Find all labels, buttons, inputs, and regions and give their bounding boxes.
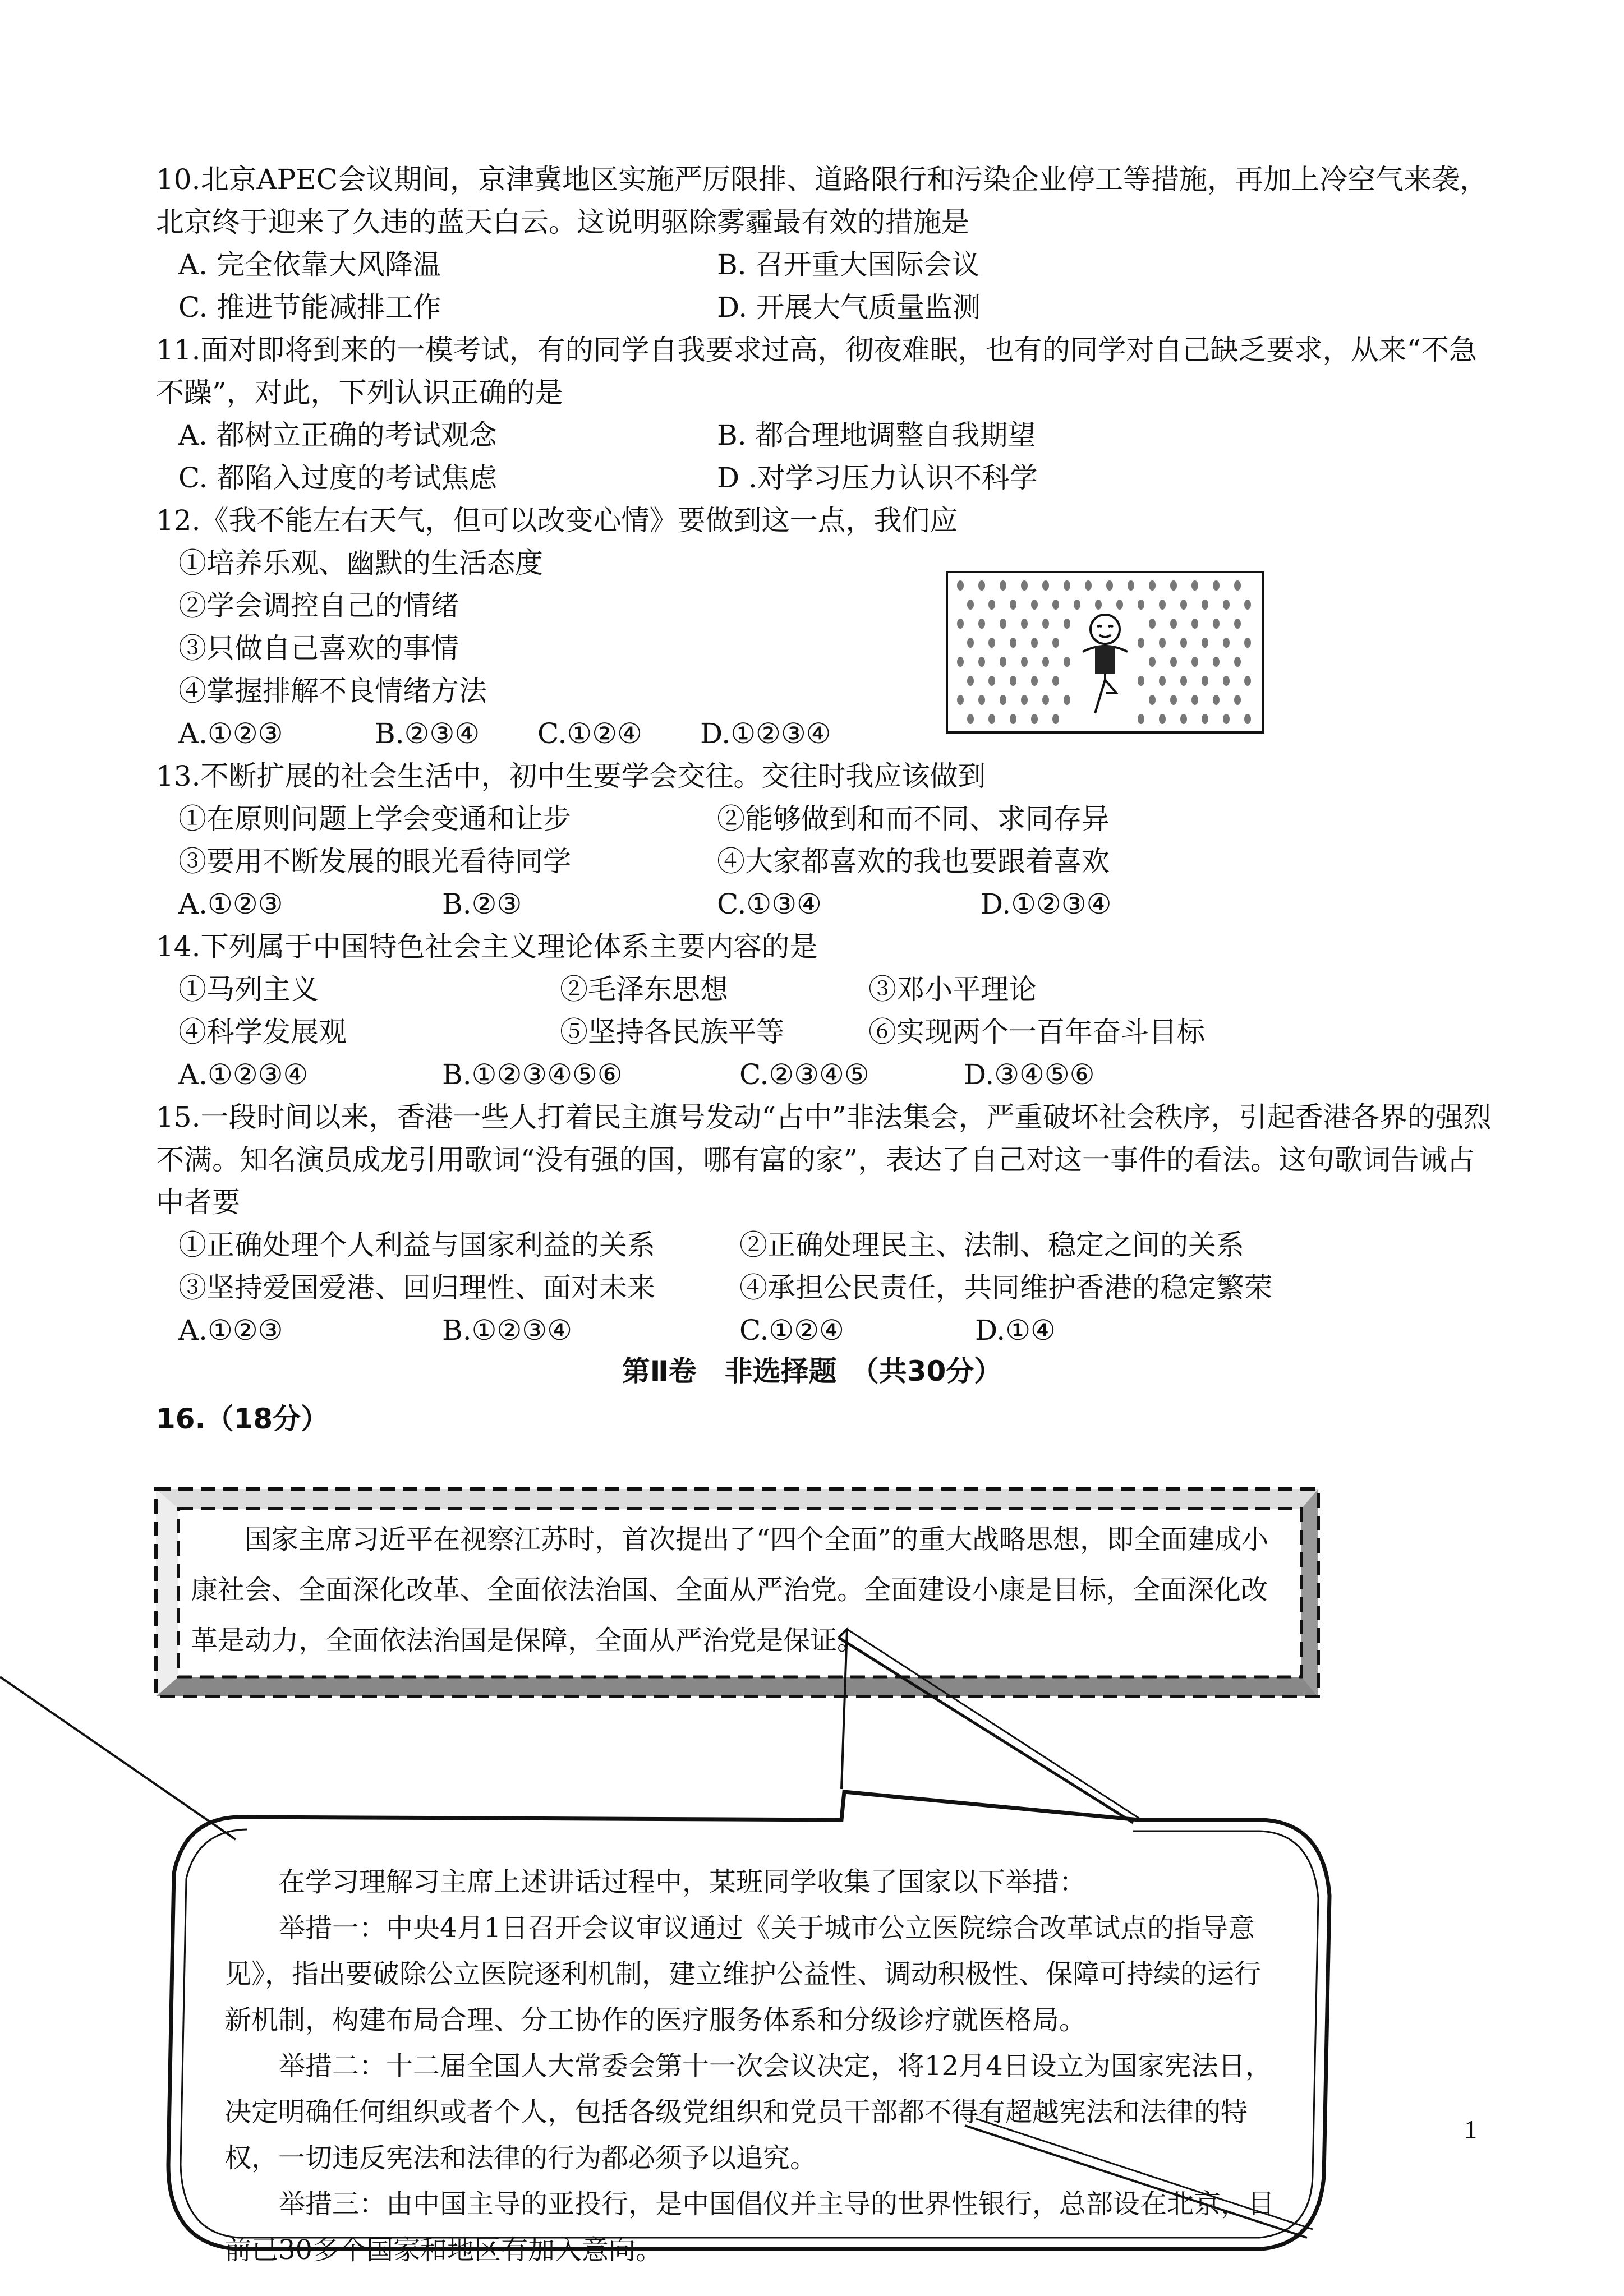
option-b: B.①②③④ bbox=[442, 1314, 572, 1347]
question-stem: 10.北京APEC会议期间，京津冀地区实施严厉限排、道路限行和污染企业停工等措施，再加上冷空气来袭，北京终于迎来了久违的蓝天白云。这说明驱除雾霾最有效的措施是 bbox=[156, 163, 1488, 238]
statement-1: ①马列主义 bbox=[178, 973, 319, 1006]
statement-3: ③坚持爱国爱港、回归理性、面对未来 bbox=[178, 1271, 655, 1304]
measure-2: 举措二：十二届全国人大常委会第十一次会议决定，将12月4日设立为国家宪法日，决定明确任何组织或者个人，包括各级党组织和党员干部都不得有超越宪法和法律的特权，一切违反宪法和法律的行为都必须予以追究。 bbox=[224, 2050, 1272, 2174]
statement-6: ⑥实现两个一百年奋斗目标 bbox=[868, 1016, 1205, 1048]
option-d: D.③④⑤⑥ bbox=[964, 1058, 1095, 1091]
statement-3: ③要用不断发展的眼光看待同学 bbox=[178, 845, 571, 878]
option-c: C.①③④ bbox=[717, 888, 822, 920]
option-a: A.①②③ bbox=[178, 1314, 283, 1347]
question-stem: 13.不断扩展的社会生活中，初中生要学会交往。交往时我应该做到 bbox=[156, 760, 986, 792]
option-d: D.①②③④ bbox=[700, 717, 831, 750]
option-b: B.②③④ bbox=[375, 717, 480, 750]
statement-4: ④科学发展观 bbox=[178, 1016, 347, 1048]
statement-2: ②能够做到和而不同、求同存异 bbox=[717, 803, 1110, 835]
option-d: D .对学习压力认识不科学 bbox=[717, 462, 1038, 494]
statement-2: ②毛泽东思想 bbox=[560, 973, 728, 1006]
option-a: A. 完全依靠大风降温 bbox=[178, 248, 441, 281]
statement-2: ②学会调控自己的情绪 bbox=[178, 589, 459, 622]
material-text-1: 国家主席习近平在视察江苏时，首次提出了“四个全面”的重大战略思想，即全面建成小康社会、全面深化改革、全面依法治国、全面从严治党。全面建设小康是目标，全面深化改革是动力，全面依法治国是保障，全面从严治党是保证。 bbox=[191, 1524, 1269, 1656]
option-b: B. 都合理地调整自我期望 bbox=[717, 419, 1036, 451]
statement-4: ④掌握排解不良情绪方法 bbox=[178, 675, 487, 707]
option-a: A.①②③④ bbox=[178, 1058, 309, 1091]
statement-1: ①培养乐观、幽默的生活态度 bbox=[178, 547, 543, 579]
material-text-2 bbox=[224, 1859, 1279, 2273]
measure-3: 举措三：由中国主导的亚投行，是中国倡仪并主导的世界性银行，总部设在北京，目前已30多个国家和地区有加入意向。 bbox=[224, 2188, 1275, 2266]
statement-2: ②正确处理民主、法制、稳定之间的关系 bbox=[739, 1229, 1244, 1261]
question-stem: 12.《我不能左右天气，但可以改变心情》要做到这一点，我们应 bbox=[156, 504, 958, 537]
option-b: B. 召开重大国际会议 bbox=[717, 248, 980, 281]
option-d: D.①④ bbox=[975, 1314, 1056, 1347]
material-intro: 在学习理解习主席上述讲话过程中，某班同学收集了国家以下举措： bbox=[278, 1866, 1087, 1898]
statement-4: ④大家都喜欢的我也要跟着喜欢 bbox=[717, 845, 1110, 878]
option-c: C. 推进节能减排工作 bbox=[178, 291, 441, 324]
option-c: C. 都陷入过度的考试焦虑 bbox=[178, 462, 498, 494]
statement-4: ④承担公民责任，共同维护香港的稳定繁荣 bbox=[739, 1271, 1272, 1304]
question-stem: 15.一段时间以来，香港一些人打着民主旗号发动“占中”非法集会，严重破坏社会秩序，引起香港各界的强烈不满。知名演员成龙引用歌词“没有强的国，哪有富的家”，表达了自己对这一事件的看法。这句歌词告诫占中者要 bbox=[156, 1101, 1492, 1219]
page-number: 1 bbox=[1464, 2115, 1477, 2143]
option-c: C.②③④⑤ bbox=[739, 1058, 869, 1091]
option-a: A.①②③ bbox=[178, 717, 283, 750]
option-c: C.①②④ bbox=[537, 717, 642, 750]
question-stem: 14.下列属于中国特色社会主义理论体系主要内容的是 bbox=[156, 930, 818, 963]
statement-3: ③邓小平理论 bbox=[868, 973, 1037, 1006]
statement-5: ⑤坚持各民族平等 bbox=[560, 1016, 784, 1048]
statement-1: ①在原则问题上学会变通和让步 bbox=[178, 803, 571, 835]
option-a: A.①②③ bbox=[178, 888, 283, 920]
section-title: 第Ⅱ卷 非选择题 （共30分） bbox=[622, 1355, 1002, 1387]
statement-1: ①正确处理个人利益与国家利益的关系 bbox=[178, 1229, 655, 1261]
statement-3: ③只做自己喜欢的事情 bbox=[178, 632, 459, 665]
measure-1: 举措一：中央4月1日召开会议审议通过《关于城市公立医院综合改革试点的指导意见》，指出要破除公立医院逐利机制，建立维护公益性、调动积极性、保障可持续的运行新机制，构建布局合理、分工协作的医疗服务体系和分级诊疗就医格局。 bbox=[224, 1912, 1262, 2036]
option-a: A. 都树立正确的考试观念 bbox=[178, 419, 497, 451]
option-d: D.①②③④ bbox=[981, 888, 1112, 920]
question-stem: 11.面对即将到来的一模考试，有的同学自我要求过高，彻夜难眠，也有的同学对自己缺乏要求，从来“不急不躁”，对此，下列认识正确的是 bbox=[156, 334, 1478, 409]
option-d: D. 开展大气质量监测 bbox=[717, 291, 981, 324]
option-b: B.①②③④⑤⑥ bbox=[442, 1058, 623, 1091]
question-16-label: 16.（18分） bbox=[156, 1403, 329, 1435]
option-c: C.①②④ bbox=[739, 1314, 844, 1347]
option-b: B.②③ bbox=[442, 888, 522, 920]
